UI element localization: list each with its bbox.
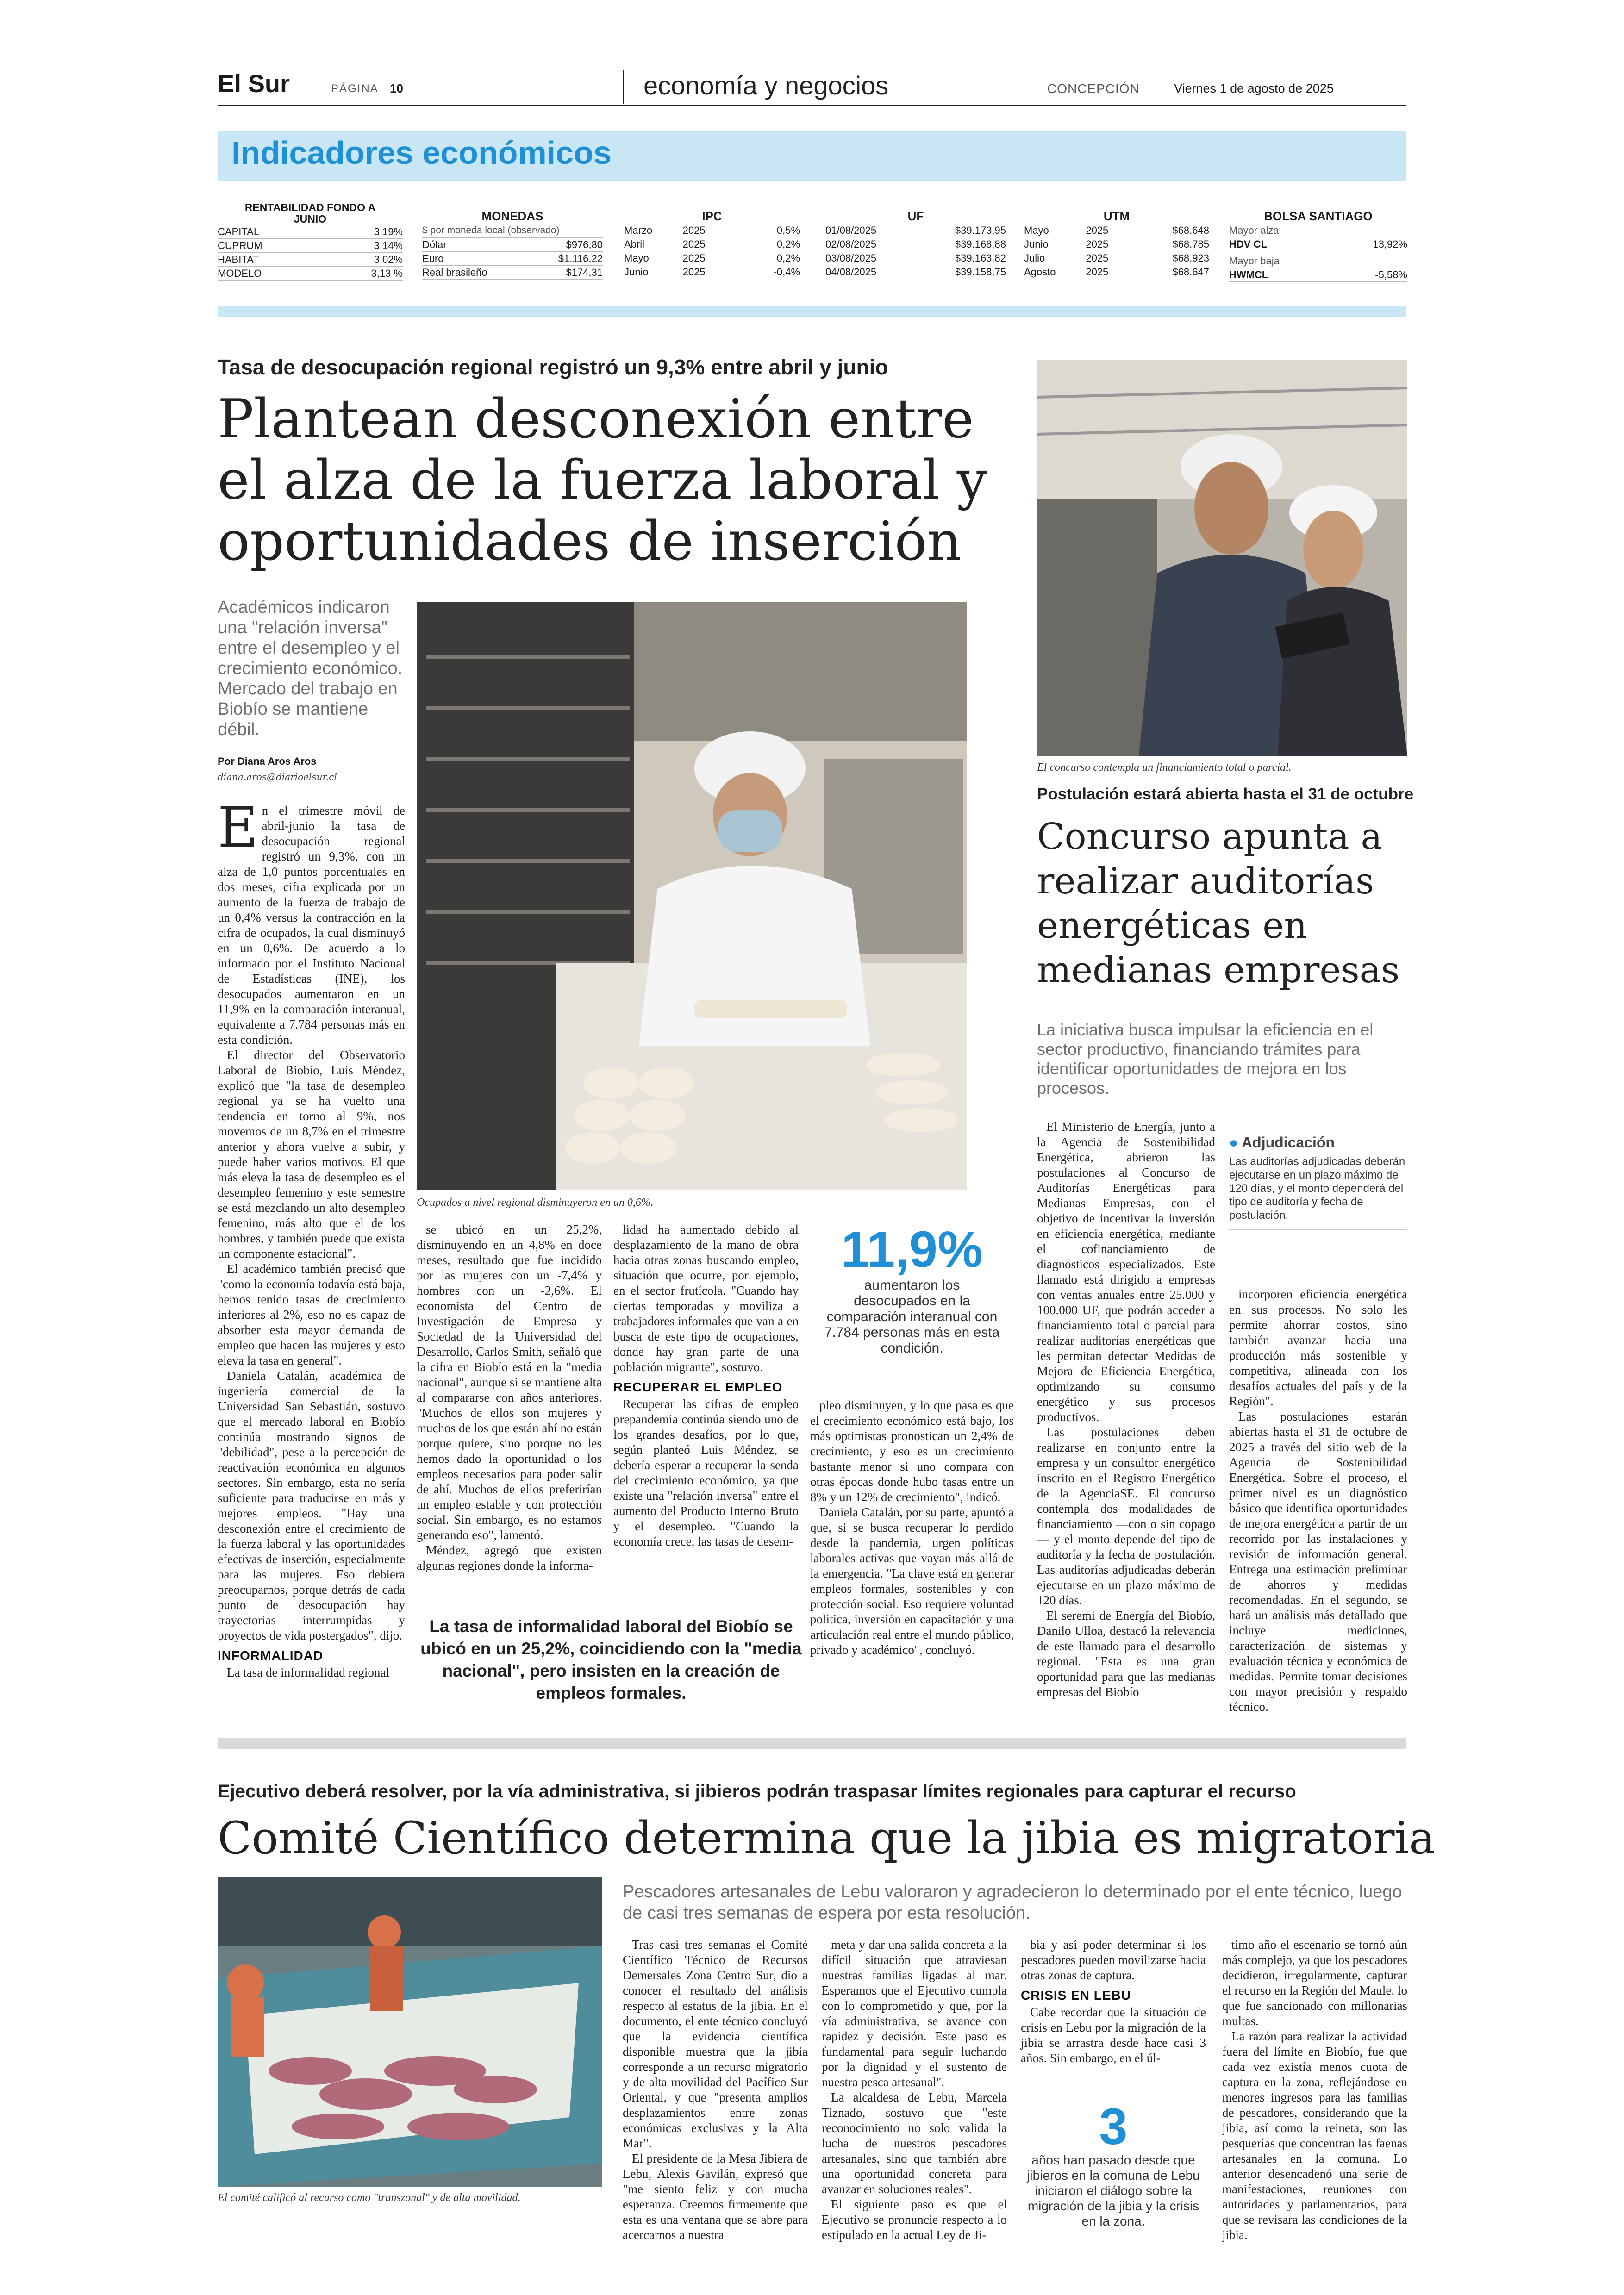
article3-col3a-text: bia y así poder determinar si los pescadores pueden movilizarse hacia otras zonas de captura. bbox=[1021, 1938, 1206, 1982]
bolsa-alza-value: 13,92% bbox=[1373, 238, 1407, 250]
article3-headline: Comité Científico determina que la jibia es migratoria bbox=[218, 1812, 1436, 1864]
uf-cell: $39.168,88 bbox=[955, 238, 1006, 250]
fondos-title: RENTABILIDAD FONDO A JUNIO bbox=[244, 201, 376, 225]
article3-col1-paragraph: El presidente de la Mesa Jibiera de Lebu, Alexis Gavilán, expresó que "me siento feliz y con mucha esperanza. Creemos firmemente que esta es una ventana que se abre para acercarnos a nuestra bbox=[623, 2152, 808, 2242]
utm-cell: 2025 bbox=[1086, 266, 1109, 278]
bolsa-baja-label: Mayor baja bbox=[1229, 255, 1280, 267]
jibia-photo-caption: El comité calificó al recurso como "transzonal" y de alta movilidad. bbox=[218, 2192, 521, 2204]
monedas-row bbox=[422, 252, 603, 266]
bakery-photo-illustration bbox=[417, 602, 967, 1190]
section-separator bbox=[218, 1738, 1406, 1749]
article1-dropcap: E bbox=[218, 796, 258, 860]
utm-cell: Agosto bbox=[1024, 266, 1056, 278]
indicator-monedas bbox=[422, 209, 603, 280]
article3-col2-paragraph: meta y dar una salida concreta a la difícil situación que atraviesan nuestras familias ligadas al mar. Esperamos que el Ejecutivo cumpla con lo comprometido y que, por la vía administrativa, se avance con rapidez y decisión. Este paso es fundamental para seguir luchando por la dignidad y el sustento de nuestra pesca artesanal". bbox=[822, 1938, 1007, 2089]
ipc-cell: -0,4% bbox=[773, 266, 800, 278]
ipc-cell: 2025 bbox=[682, 252, 706, 264]
article1-pullquote: La tasa de informalidad laboral del Biobío se ubicó en un 25,2%, coincidiendo con la "media nacional", pero insisten en la creación de empleos formales. bbox=[420, 1617, 802, 1703]
ipc-title: IPC bbox=[702, 209, 722, 223]
page-label: PÁGINA bbox=[331, 82, 379, 95]
indicators-title: Indicadores económicos bbox=[231, 135, 612, 171]
bakery-photo bbox=[417, 602, 967, 1190]
article1-col1-text bbox=[218, 796, 405, 1643]
utm-cell: 2025 bbox=[1086, 252, 1109, 264]
ipc-cell: 2025 bbox=[682, 266, 706, 278]
article1-col1-end: La tasa de informalidad regional bbox=[227, 1665, 389, 1679]
article1-byline: Por Diana Aros Aros bbox=[218, 755, 317, 767]
article2-kicker: Postulación estará abierta hasta el 31 de octubre bbox=[1037, 785, 1414, 803]
utm-cell: Junio bbox=[1024, 238, 1049, 250]
uf-title: UF bbox=[907, 209, 924, 223]
article3-col3b-text: Cabe recordar que la situación de crisis en Lebu por la migración de la jibia se arrastra desde hace casi 3 años. Sin embargo, en el úl- bbox=[1021, 2005, 1206, 2065]
ipc-cell: Junio bbox=[624, 266, 649, 278]
utm-title: UTM bbox=[1103, 209, 1130, 223]
fondos-row bbox=[218, 225, 403, 239]
uf-cell: $39.158,75 bbox=[955, 266, 1006, 278]
stat-text-3: años han pasado desde que jibieros en la comuna de Lebu iniciaron el diálogo sobre la migración de la jibia y la crisis en la zona. bbox=[1027, 2153, 1200, 2228]
utm-cell: 2025 bbox=[1086, 225, 1109, 236]
fondos-cell: 3,19% bbox=[374, 226, 403, 237]
adjudicacion-text: Las auditorías adjudicadas deberán ejecutarse en un plazo máximo de 120 días, y el monto dependerá del tipo de auditoría y fecha de postulación. bbox=[1229, 1155, 1405, 1222]
article2-lede: La iniciativa busca impulsar la eficiencia en el sector productivo, financiando trámites para identificar oportunidades de mejora en los procesos. bbox=[1037, 1020, 1374, 1098]
indicator-ipc bbox=[624, 209, 800, 279]
article1-col3-paragraph: lidad ha aumentado debido al desplazamiento de la mano de obra hacia otras zonas buscando empleo, situación que ocurre, por ejemplo, en el sector frutícola. "Cuando hay ciertas temporadas y moviliza a trabajadores informales que van a en busca de este tipo de ocupaciones, donde hay gran parte de una población migrante", sostuvo. bbox=[613, 1222, 799, 1374]
utm-row bbox=[1024, 237, 1209, 251]
utm-cell: $68.923 bbox=[1172, 252, 1209, 264]
indicator-bolsa bbox=[1229, 209, 1407, 282]
date: Viernes 1 de agosto de 2025 bbox=[1174, 81, 1334, 95]
uf-row bbox=[825, 237, 1006, 251]
article2-col1-paragraph: El seremi de Energía del Biobío, Danilo Ulloa, destacó la relevancia de este llamado para el desarrollo regional. "Esta es una gran oportunidad para que las medianas empresas del Biobío bbox=[1037, 1609, 1215, 1699]
monedas-cell: $976,80 bbox=[566, 239, 603, 250]
monedas-cell: Dólar bbox=[422, 239, 447, 250]
fondos-row bbox=[218, 239, 403, 253]
jibia-photo-illustration bbox=[218, 1877, 602, 2187]
article1-headline: Plantean desconexión entre el alza de la fuerza laboral y oportunidades de inserción bbox=[218, 388, 987, 573]
article1-stat-box bbox=[810, 1222, 1014, 1356]
utm-row bbox=[1024, 265, 1209, 279]
article2-col2-paragraph: Las postulaciones estarán abiertas hasta el 31 de octubre de 2025 a través del sitio web de la Agencia de Sostenibilidad Energética. Sobre el proceso, el primer nivel es un diagnóstico básico que identifica oportunidades de mejora energética a partir de un recorrido por las instalaciones y revisión de información general. Entrega una estimación preliminar de ahorros y medidas recomendadas. En el segundo, se hará un análisis más detallado que incluye mediciones, caracterización de sistemas y evaluación técnica y económica de medidas. Permite tomar decisiones con mayor precisión y respaldo técnico. bbox=[1229, 1409, 1407, 1714]
monedas-cell: Real brasileño bbox=[422, 267, 487, 278]
adjudicacion-box bbox=[1229, 1134, 1407, 1230]
article1-col1-paragraph: Daniela Catalán, académica de ingeniería comercial de la Universidad San Sebastián, sostuvo que el mercado laboral en Biobío continúa mostrando signos de "debilidad", pese a la percepción de reactivación económica en algunos sectores. Sin embargo, esta no sería suficiente para traducirse en más y mejores empleos. "Hay una desconexión entre el crecimiento de la fuerza laboral y las oportunidades efectivas de inserción, especialmente para las mujeres. Eso debiera preocuparnos, porque detrás de cada punto de desocupación hay trayectorias interrumpidas y proyectos de vida postergados", dijo. bbox=[218, 1369, 405, 1642]
ipc-row bbox=[624, 251, 800, 265]
subhead-informalidad: INFORMALIDAD bbox=[218, 1648, 324, 1663]
stat-value-11-9: 11,9% bbox=[841, 1221, 983, 1278]
utm-cell: $68.647 bbox=[1172, 266, 1209, 278]
subhead-recuperar: RECUPERAR EL EMPLEO bbox=[613, 1380, 783, 1394]
ipc-cell: 0,5% bbox=[776, 225, 800, 236]
indicators-bottom-bar bbox=[218, 306, 1406, 317]
article1-col3-text bbox=[613, 1222, 799, 1375]
article3-col2-paragraph: La alcaldesa de Lebu, Marcela Tiznado, sostuvo que "este reconocimiento no solo valida la lucha de nuestros pescadores artesanales, sino que también abre una oportunidad concreta para avanzar en soluciones reales". bbox=[822, 2090, 1007, 2196]
uf-cell: $39.173,95 bbox=[955, 225, 1006, 236]
ipc-row bbox=[624, 265, 800, 279]
article1-col3b-text bbox=[613, 1397, 799, 1549]
article1-col1-paragraph: El director del Observatorio Laboral de Biobío, Luis Méndez, explicó que "la tasa de desempleo regional ya se ha vuelto una tendencia en torno al 9%, nos movemos de un 8,7% en el trimestre anterior y ahora vuelve a subir, y puede haber varios motivos. El que más eleva la tasa de desempleo es el desempleo femenino y este semestre se está mezclando un alto desempleo femenino, más alto que el de los hombres, y también puede que exista un componente estacional". bbox=[218, 1048, 405, 1260]
ipc-row bbox=[624, 237, 800, 251]
bolsa-baja-value: -5,58% bbox=[1375, 269, 1407, 281]
utm-table bbox=[1024, 224, 1209, 279]
utm-row bbox=[1024, 224, 1209, 237]
article3-column-1 bbox=[623, 1937, 808, 2243]
city: CONCEPCIÓN bbox=[1047, 81, 1140, 96]
monedas-cell: $1.116,22 bbox=[558, 253, 603, 264]
article2-headline: Concurso apunta a realizar auditorías energéticas en medianas empresas bbox=[1037, 816, 1400, 991]
indicator-utm bbox=[1024, 209, 1209, 279]
uf-row bbox=[825, 251, 1006, 265]
utm-cell: 2025 bbox=[1086, 238, 1109, 250]
fondos-cell: CUPRUM bbox=[218, 240, 262, 251]
subhead-crisis: CRISIS EN LEBU bbox=[1021, 1988, 1131, 2002]
article1-col1-paragraph: n el trimestre móvil de abril-junio la tasa de desocupación regional registró un 9,3%, con un alza de 1,0 puntos porcentuales en dos meses, cifra explicada por un aumento de la fuerza de trabajo de un 0,4% versus la contracción en la cifra de ocupados, la cual disminuyó en un 0,6%. De acuerdo a lo informado por el Instituto Nacional de Estadísticas (INE), los desocupados aumentaron en un 11,9% en la comparación interanual, equivalente a 7.784 personas más en esta condición. bbox=[218, 804, 405, 1047]
article1-email: diana.aros@diarioelsur.cl bbox=[218, 771, 337, 782]
bolsa-baja-row bbox=[1229, 268, 1407, 282]
monedas-row bbox=[422, 238, 603, 252]
indicator-fondos bbox=[218, 202, 403, 281]
masthead-divider bbox=[623, 70, 624, 104]
article2-col2-paragraph: incorporen eficiencia energética en sus procesos. No solo les permite ahorrar costos, sino también avanzar hacia una producción más sostenible y competitiva, alineada con los desafíos actuales del país y de la Región". bbox=[1229, 1287, 1407, 1408]
article2-column-1 bbox=[1037, 1119, 1215, 1700]
ipc-cell: Mayo bbox=[624, 252, 649, 264]
bolsa-alza-row bbox=[1229, 237, 1407, 251]
uf-cell: 01/08/2025 bbox=[825, 225, 877, 236]
monedas-table bbox=[422, 238, 603, 280]
jibia-boat-photo bbox=[218, 1877, 602, 2187]
article1-column-4 bbox=[810, 1398, 1014, 1658]
article3-col4-paragraph: La razón para realizar la actividad fuera del límite en Biobío, fue que cada vez existía menos cuota de captura en la zona, reflejándose en menores ingresos para las familias de pescadores, considerando que la jibia, así como la reineta, son las pesquerías que concentran las faenas artesanales en la comuna. Lo anterior desencadenó una serie de manifestaciones, reuniones con autoridades y parlamentarios, para que se revisara las condiciones de la jibia. bbox=[1222, 2029, 1407, 2242]
ipc-cell: 2025 bbox=[682, 225, 706, 236]
article3-stat-box bbox=[1021, 2098, 1206, 2229]
article2-col1-paragraph: Las postulaciones deben realizarse en conjunto entre la empresa y un consultor energético inscrito en el Registro Energético de la AgenciaSE. El concurso contempla dos modalidades de financiamiento —con o sin copago— y el monto depende del tipo de auditoría y la fecha de postulación. Las auditorías adjudicadas deberán ejecutarse en un plazo máximo de 120 días. bbox=[1037, 1425, 1215, 1607]
ipc-cell: 2025 bbox=[682, 238, 706, 250]
stat-value-3: 3 bbox=[1099, 2098, 1128, 2155]
article3-col4-paragraph: timo año el escenario se tornó aún más complejo, ya que los pescadores decidieron, irregularmente, capturar el recurso en la Región del Maule, lo que fue sancionado con millonarias multas. bbox=[1222, 1938, 1407, 2028]
article3-kicker: Ejecutivo deberá resolver, por la vía administrativa, si jibieros podrán traspasar límites regionales para capturar el recurso bbox=[218, 1781, 1296, 1802]
article1-kicker: Tasa de desocupación regional registró un 9,3% entre abril y junio bbox=[218, 355, 888, 379]
fondos-cell: MODELO bbox=[218, 268, 262, 279]
monedas-subtitle: $ por moneda local (observado) bbox=[422, 224, 603, 238]
uf-cell: 03/08/2025 bbox=[825, 252, 877, 264]
article3-column-2 bbox=[822, 1937, 1007, 2243]
masthead-rule bbox=[218, 105, 1406, 106]
article1-col4-paragraph: pleo disminuyen, y lo que pasa es que el crecimiento económico está bajo, los más optimistas pronostican un 2,4% de crecimiento, y eso es un crecimiento bastante menor si uno compara con otras épocas donde hubo tasas entre un 8% y un 12% de crecimiento", indicó. bbox=[810, 1398, 1014, 1504]
fondos-cell: CAPITAL bbox=[218, 226, 260, 237]
uf-cell: 02/08/2025 bbox=[825, 238, 877, 250]
utm-cell: $68.785 bbox=[1172, 238, 1209, 250]
uf-cell: 04/08/2025 bbox=[825, 266, 877, 278]
fondos-cell: 3,02% bbox=[374, 254, 403, 265]
energy-audit-photo-illustration bbox=[1037, 360, 1407, 756]
fondos-cell: 3,14% bbox=[374, 240, 403, 251]
utm-row bbox=[1024, 251, 1209, 265]
monedas-title: MONEDAS bbox=[481, 209, 543, 223]
article3-column-3 bbox=[1021, 1937, 1206, 2066]
fondos-row bbox=[218, 253, 403, 267]
article1-col2-paragraph: se ubicó en un 25,2%, disminuyendo en un 4,8% en doce meses, resultado que fue incidido por las mujeres con un -7,4% y hombres con un -2,6%. El economista del Centro de Investigación de Empresa y Sociedad de la Universidad del Desarrollo, Carlos Smith, señaló que la cifra en Biobío está en la "media nacional", aunque si se mantiene alta al compararse con años anteriores. "Muchos de ellos son mujeres y muchos de los que están ahí no están porque quiere, sino porque no les hemos dado la oportunidad o los empleos necesarios para poder salir de ahí. Muchos de ellos preferirían un empleo estable y con protección social. Sin embargo, es no estamos generando eso", lamentó. bbox=[417, 1222, 602, 1542]
bolsa-title: BOLSA SANTIAGO bbox=[1264, 209, 1373, 223]
article1-lede: Académicos indicaron una "relación inversa" entre el desempleo y el crecimiento económico. Mercado del trabajo en Biobío se mantiene débil. bbox=[218, 598, 403, 739]
page-number: 10 bbox=[390, 81, 403, 95]
fondos-table bbox=[218, 225, 403, 281]
article1-col1-paragraph: El académico también precisó que "como la economía todavía está baja, hemos tenido tasas de crecimiento inferiores al 2%, eso no es capaz de absorber esta mayor demanda de empleo que hacen las mujeres y esto eleva la tasa en general". bbox=[218, 1262, 405, 1367]
ipc-cell: 0,2% bbox=[776, 238, 800, 250]
monedas-cell: $174,31 bbox=[566, 267, 603, 278]
article3-col2-paragraph: El siguiente paso es que el Ejecutivo se pronuncie respecto a lo estipulado en la actual Ley de Ji- bbox=[822, 2197, 1007, 2242]
article1-col2-paragraph: Méndez, agregó que existen algunas regiones donde la informa- bbox=[417, 1543, 602, 1572]
energy-photo-caption: El concurso contempla un financiamiento total o parcial. bbox=[1037, 761, 1292, 773]
bolsa-baja-name: HWMCL bbox=[1229, 269, 1268, 281]
fondos-cell: 3,13 % bbox=[371, 268, 403, 279]
article1-column-3 bbox=[613, 1222, 799, 1549]
utm-cell: $68.648 bbox=[1172, 225, 1209, 236]
article3-lede: Pescadores artesanales de Lebu valoraron y agradecieron lo determinado por el ente técnico, luego de casi tres semanas de espera por esta resolución. bbox=[623, 1882, 1402, 1923]
stat-text-11-9: aumentaron los desocupados en la comparación interanual con 7.784 personas más en esta condición. bbox=[824, 1278, 1000, 1356]
paper-name: El Sur bbox=[218, 70, 290, 98]
energy-audit-photo bbox=[1037, 360, 1407, 756]
ipc-table bbox=[624, 224, 800, 279]
ipc-cell: Marzo bbox=[624, 225, 653, 236]
article3-column-4 bbox=[1222, 1937, 1407, 2243]
article1-column-1 bbox=[218, 796, 405, 1680]
monedas-cell: Euro bbox=[422, 253, 444, 264]
indicator-uf bbox=[825, 209, 1006, 279]
fondos-cell: HABITAT bbox=[218, 254, 259, 265]
ipc-row bbox=[624, 224, 800, 237]
adjudicacion-title-row bbox=[1229, 1134, 1407, 1151]
uf-cell: $39.163,82 bbox=[955, 252, 1006, 264]
uf-row bbox=[825, 224, 1006, 237]
utm-cell: Mayo bbox=[1024, 225, 1049, 236]
article1-column-2 bbox=[417, 1222, 602, 1573]
uf-row bbox=[825, 265, 1006, 279]
article2-col1-paragraph: El Ministerio de Energía, junto a la Agencia de Sostenibilidad Energética, abrieron las postulaciones al Concurso de Auditorías Energéticas para Medianas Empresas, con el objetivo de incentivar la inversión en eficiencia energética, mediante el cofinanciamiento de diagnósticos especializados. Este llamado está dirigido a empresas con ventas anuales entre 25.000 y 100.000 UF, que podrán acceder a financiamiento total o parcial para realizar auditorías energéticas que les permitan detectar Medidas de Mejora de Eficiencia Energética, optimizando su consumo energético y sus procesos productivos. bbox=[1037, 1120, 1215, 1424]
article1-col3b-paragraph: Recuperar las cifras de empleo prepandemia continúa siendo uno de los grandes desafíos, por lo que, según planteó Luis Méndez, se debería esperar a recuperar la senda del crecimiento económico, ya que existe una "relación inversa" entre el aumento del Producto Interno Bruto y el desempleo. "Cuando la economía crece, las tasas de desem- bbox=[613, 1397, 799, 1548]
fondos-row bbox=[218, 267, 403, 281]
article3-col1-paragraph: Tras casi tres semanas el Comité Científico Técnico de Recursos Demersales Zona Centro Sur, dio a conocer el resultado del análisis respecto al estatus de la jibia. En el documento, el ente técnico concluyó que la evidencia científica disponible muestra que la jibia corresponde a un recurso migratorio y de alta movilidad del Pacífico Sur Oriental, y que "presenta amplios desplazamientos entre zonas económicas exclusivas y la Alta Mar". bbox=[623, 1938, 808, 2150]
monedas-row bbox=[422, 266, 603, 280]
ipc-cell: 0,2% bbox=[776, 252, 800, 264]
ipc-cell: Abril bbox=[624, 238, 645, 250]
uf-table bbox=[825, 224, 1006, 279]
bolsa-alza-name: HDV CL bbox=[1229, 238, 1267, 250]
article1-col4-paragraph: Daniela Catalán, por su parte, apuntó a que, si se busca recuperar lo perdido desde la pandemia, urgen políticas laborales activas que vayan más allá de la emergencia. "La clave está en generar empleos formales, sostenibles y con protección social. Eso requiere voluntad política, inversión en capacitación y una articulación real entre el mundo público, privado y académico", concluyó. bbox=[810, 1505, 1014, 1657]
bullet-icon: ● bbox=[1229, 1134, 1238, 1151]
section-title: economía y negocios bbox=[643, 71, 889, 100]
utm-cell: Julio bbox=[1024, 252, 1045, 264]
bakery-photo-caption: Ocupados a nivel regional disminuyeron en un 0,6%. bbox=[417, 1197, 653, 1209]
adjudicacion-title: Adjudicación bbox=[1242, 1134, 1335, 1151]
article2-column-2 bbox=[1229, 1287, 1407, 1715]
bolsa-alza-label: Mayor alza bbox=[1229, 225, 1279, 236]
